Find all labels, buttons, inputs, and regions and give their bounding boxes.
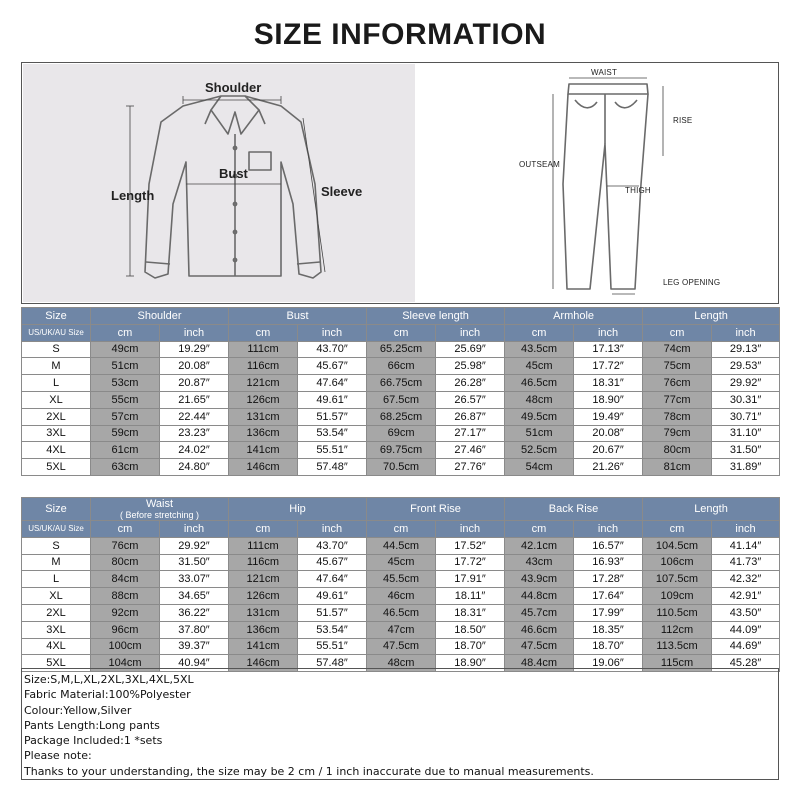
cm-cell: 136cm	[229, 621, 298, 638]
pants-diagram	[415, 64, 778, 302]
inch-cell: 20.08″	[160, 358, 229, 375]
cm-cell: 126cm	[229, 588, 298, 605]
cm-cell: 92cm	[91, 604, 160, 621]
note-pants-length: Pants Length:Long pants	[24, 718, 160, 732]
cm-cell: 43cm	[505, 554, 574, 571]
table-row	[22, 375, 780, 392]
cm-cell: 52.5cm	[505, 442, 574, 459]
cm-cell: 104.5cm	[643, 537, 712, 554]
table-row	[22, 442, 780, 459]
inch-cell: 45.67″	[298, 358, 367, 375]
cm-cell: 74cm	[643, 341, 712, 358]
table-row	[22, 459, 780, 476]
cm-cell: 48cm	[505, 391, 574, 408]
inch-cell: 55.51″	[298, 638, 367, 655]
unit-inch: inch	[712, 521, 780, 538]
size-cell: XL	[22, 588, 91, 605]
size-cell: XL	[22, 391, 91, 408]
table-row	[22, 554, 780, 571]
inch-cell: 42.91″	[712, 588, 780, 605]
waist-label: WAIST	[591, 68, 618, 77]
note-package: Package Included:1 *sets	[24, 734, 163, 748]
inch-cell: 25.98″	[436, 358, 505, 375]
cm-cell: 45cm	[505, 358, 574, 375]
inch-cell: 53.54″	[298, 621, 367, 638]
length-header: Length	[643, 498, 780, 521]
cm-cell: 46cm	[367, 588, 436, 605]
unit-cm: cm	[367, 521, 436, 538]
shoulder-label: Shoulder	[205, 80, 262, 95]
cm-cell: 43.9cm	[505, 571, 574, 588]
table-row	[22, 537, 780, 554]
top-table-body	[22, 341, 780, 475]
inch-cell: 43.70″	[298, 341, 367, 358]
unit-cm: cm	[229, 521, 298, 538]
cm-cell: 109cm	[643, 588, 712, 605]
unit-inch: inch	[574, 521, 643, 538]
rise-label: RISE	[673, 116, 693, 125]
inch-cell: 57.48″	[298, 459, 367, 476]
cm-cell: 78cm	[643, 408, 712, 425]
note-please-note: Please note:	[24, 749, 92, 763]
inch-cell: 18.11″	[436, 588, 505, 605]
cm-cell: 146cm	[229, 655, 298, 672]
cm-cell: 100cm	[91, 638, 160, 655]
inch-cell: 55.51″	[298, 442, 367, 459]
hip-header: Hip	[229, 498, 367, 521]
inch-cell: 42.32″	[712, 571, 780, 588]
inch-cell: 26.57″	[436, 391, 505, 408]
cm-cell: 44.8cm	[505, 588, 574, 605]
cm-cell: 70.5cm	[367, 459, 436, 476]
cm-cell: 47.5cm	[367, 638, 436, 655]
cm-cell: 121cm	[229, 375, 298, 392]
size-header: Size	[22, 498, 91, 521]
table-row	[22, 358, 780, 375]
cm-cell: 104cm	[91, 655, 160, 672]
inch-cell: 18.90″	[574, 391, 643, 408]
inch-cell: 20.67″	[574, 442, 643, 459]
inch-cell: 37.80″	[160, 621, 229, 638]
inch-cell: 27.17″	[436, 425, 505, 442]
size-cell: 5XL	[22, 459, 91, 476]
waist-header	[91, 498, 229, 521]
cm-cell: 80cm	[643, 442, 712, 459]
back-rise-header: Back Rise	[505, 498, 643, 521]
inch-cell: 17.99″	[574, 604, 643, 621]
inch-cell: 18.90″	[436, 655, 505, 672]
table-row	[22, 425, 780, 442]
unit-inch: inch	[298, 521, 367, 538]
product-notes	[21, 668, 779, 780]
cm-cell: 76cm	[91, 537, 160, 554]
cm-cell: 146cm	[229, 459, 298, 476]
shirt-illustration	[23, 64, 415, 302]
cm-cell: 42.1cm	[505, 537, 574, 554]
bottom-size-table	[21, 497, 780, 672]
cm-cell: 111cm	[229, 341, 298, 358]
inch-cell: 30.31″	[712, 391, 780, 408]
inch-cell: 33.07″	[160, 571, 229, 588]
cm-cell: 113.5cm	[643, 638, 712, 655]
inch-cell: 44.09″	[712, 621, 780, 638]
table-row	[22, 408, 780, 425]
inch-cell: 49.61″	[298, 391, 367, 408]
inch-cell: 17.91″	[436, 571, 505, 588]
inch-cell: 17.13″	[574, 341, 643, 358]
cm-cell: 121cm	[229, 571, 298, 588]
cm-cell: 107.5cm	[643, 571, 712, 588]
inch-cell: 51.57″	[298, 408, 367, 425]
cm-cell: 69cm	[367, 425, 436, 442]
size-cell: 5XL	[22, 655, 91, 672]
note-colour: Colour:Yellow,Silver	[24, 703, 132, 717]
sleeve-label: Sleeve	[321, 184, 363, 199]
inch-cell: 40.94″	[160, 655, 229, 672]
cm-cell: 141cm	[229, 442, 298, 459]
cm-cell: 49cm	[91, 341, 160, 358]
cm-cell: 47.5cm	[505, 638, 574, 655]
sleeve-length-header: Sleeve length	[367, 308, 505, 325]
length-header: Length	[643, 308, 780, 325]
inch-cell: 19.06″	[574, 655, 643, 672]
table-row	[22, 621, 780, 638]
inch-cell: 44.69″	[712, 638, 780, 655]
cm-cell: 45.5cm	[367, 571, 436, 588]
inch-cell: 23.23″	[160, 425, 229, 442]
inch-cell: 17.28″	[574, 571, 643, 588]
inch-cell: 18.31″	[436, 604, 505, 621]
armhole-header: Armhole	[505, 308, 643, 325]
cm-cell: 63cm	[91, 459, 160, 476]
size-cell: 4XL	[22, 442, 91, 459]
unit-cm: cm	[91, 521, 160, 538]
cm-cell: 131cm	[229, 604, 298, 621]
inch-cell: 57.48″	[298, 655, 367, 672]
inch-cell: 51.57″	[298, 604, 367, 621]
size-cell: 2XL	[22, 408, 91, 425]
cm-cell: 48.4cm	[505, 655, 574, 672]
cm-cell: 106cm	[643, 554, 712, 571]
shoulder-header: Shoulder	[91, 308, 229, 325]
inch-cell: 27.46″	[436, 442, 505, 459]
inch-cell: 36.22″	[160, 604, 229, 621]
cm-cell: 53cm	[91, 375, 160, 392]
unit-row	[22, 324, 780, 341]
cm-cell: 81cm	[643, 459, 712, 476]
unit-inch: inch	[160, 324, 229, 341]
inch-cell: 41.14″	[712, 537, 780, 554]
inch-cell: 31.10″	[712, 425, 780, 442]
inch-cell: 31.50″	[712, 442, 780, 459]
inch-cell: 47.64″	[298, 571, 367, 588]
front-rise-header: Front Rise	[367, 498, 505, 521]
cm-cell: 65.25cm	[367, 341, 436, 358]
cm-cell: 54cm	[505, 459, 574, 476]
cm-cell: 88cm	[91, 588, 160, 605]
inch-cell: 18.35″	[574, 621, 643, 638]
table-row	[22, 638, 780, 655]
pants-illustration	[415, 64, 778, 302]
inch-cell: 17.72″	[574, 358, 643, 375]
cm-cell: 77cm	[643, 391, 712, 408]
unit-inch: inch	[574, 324, 643, 341]
inch-cell: 31.50″	[160, 554, 229, 571]
table-row	[22, 391, 780, 408]
inch-cell: 45.67″	[298, 554, 367, 571]
note-fabric: Fabric Material:100%Polyester	[24, 688, 191, 702]
bottom-table-body	[22, 537, 780, 671]
cm-cell: 84cm	[91, 571, 160, 588]
inch-cell: 17.64″	[574, 588, 643, 605]
cm-cell: 59cm	[91, 425, 160, 442]
cm-cell: 57cm	[91, 408, 160, 425]
size-header: Size	[22, 308, 91, 325]
table-row	[22, 604, 780, 621]
inch-cell: 19.49″	[574, 408, 643, 425]
inch-cell: 22.44″	[160, 408, 229, 425]
inch-cell: 17.72″	[436, 554, 505, 571]
bust-header: Bust	[229, 308, 367, 325]
cm-cell: 126cm	[229, 391, 298, 408]
cm-cell: 66.75cm	[367, 375, 436, 392]
cm-cell: 68.25cm	[367, 408, 436, 425]
inch-cell: 49.61″	[298, 588, 367, 605]
table-row	[22, 588, 780, 605]
cm-cell: 48cm	[367, 655, 436, 672]
unit-cm: cm	[505, 521, 574, 538]
cm-cell: 136cm	[229, 425, 298, 442]
inch-cell: 17.52″	[436, 537, 505, 554]
unit-inch: inch	[712, 324, 780, 341]
cm-cell: 141cm	[229, 638, 298, 655]
unit-cm: cm	[505, 324, 574, 341]
waist-header-label: Waist	[145, 498, 174, 510]
cm-cell: 131cm	[229, 408, 298, 425]
cm-cell: 75cm	[643, 358, 712, 375]
cm-cell: 46.5cm	[367, 604, 436, 621]
length-label: Length	[111, 188, 155, 203]
cm-cell: 51cm	[91, 358, 160, 375]
inch-cell: 21.65″	[160, 391, 229, 408]
cm-cell: 44.5cm	[367, 537, 436, 554]
size-region-header: US/UK/AU Size	[22, 324, 91, 341]
inch-cell: 19.29″	[160, 341, 229, 358]
cm-cell: 79cm	[643, 425, 712, 442]
inch-cell: 26.87″	[436, 408, 505, 425]
unit-inch: inch	[298, 324, 367, 341]
inch-cell: 20.87″	[160, 375, 229, 392]
size-diagram	[21, 62, 779, 304]
inch-cell: 29.13″	[712, 341, 780, 358]
cm-cell: 43.5cm	[505, 341, 574, 358]
inch-cell: 43.50″	[712, 604, 780, 621]
cm-cell: 116cm	[229, 358, 298, 375]
table-row	[22, 341, 780, 358]
cm-cell: 96cm	[91, 621, 160, 638]
unit-inch: inch	[436, 324, 505, 341]
cm-cell: 45.7cm	[505, 604, 574, 621]
inch-cell: 18.70″	[436, 638, 505, 655]
top-size-table	[21, 307, 780, 476]
inch-cell: 24.80″	[160, 459, 229, 476]
size-cell: M	[22, 358, 91, 375]
size-cell: 3XL	[22, 425, 91, 442]
leg-opening-label: LEG OPENING	[663, 278, 721, 287]
inch-cell: 30.71″	[712, 408, 780, 425]
unit-row	[22, 521, 780, 538]
inch-cell: 41.73″	[712, 554, 780, 571]
unit-cm: cm	[91, 324, 160, 341]
inch-cell: 20.08″	[574, 425, 643, 442]
inch-cell: 47.64″	[298, 375, 367, 392]
inch-cell: 18.50″	[436, 621, 505, 638]
size-cell: M	[22, 554, 91, 571]
inch-cell: 16.57″	[574, 537, 643, 554]
cm-cell: 111cm	[229, 537, 298, 554]
cm-cell: 45cm	[367, 554, 436, 571]
page-title: SIZE INFORMATION	[253, 18, 547, 51]
inch-cell: 25.69″	[436, 341, 505, 358]
inch-cell: 18.70″	[574, 638, 643, 655]
cm-cell: 61cm	[91, 442, 160, 459]
cm-cell: 49.5cm	[505, 408, 574, 425]
inch-cell: 24.02″	[160, 442, 229, 459]
size-cell: S	[22, 341, 91, 358]
inch-cell: 29.92″	[160, 537, 229, 554]
bust-label: Bust	[219, 166, 248, 181]
table-row	[22, 571, 780, 588]
cm-cell: 115cm	[643, 655, 712, 672]
note-sizes: Size:S,M,L,XL,2XL,3XL,4XL,5XL	[24, 673, 194, 686]
inch-cell: 29.53″	[712, 358, 780, 375]
inch-cell: 26.28″	[436, 375, 505, 392]
size-region-header: US/UK/AU Size	[22, 521, 91, 538]
shirt-diagram	[23, 64, 415, 302]
inch-cell: 43.70″	[298, 537, 367, 554]
unit-inch: inch	[160, 521, 229, 538]
note-accuracy: Thanks to your understanding, the size may be 2 cm / 1 inch inaccurate due to manual measurements.	[24, 764, 594, 778]
inch-cell: 39.37″	[160, 638, 229, 655]
cm-cell: 51cm	[505, 425, 574, 442]
inch-cell: 16.93″	[574, 554, 643, 571]
thigh-label: THIGH	[625, 186, 651, 195]
waist-header-sub: ( Before stretching )	[119, 510, 200, 520]
inch-cell: 53.54″	[298, 425, 367, 442]
inch-cell: 27.76″	[436, 459, 505, 476]
size-cell: 4XL	[22, 638, 91, 655]
inch-cell: 31.89″	[712, 459, 780, 476]
unit-cm: cm	[643, 521, 712, 538]
inch-cell: 18.31″	[574, 375, 643, 392]
unit-cm: cm	[229, 324, 298, 341]
cm-cell: 110.5cm	[643, 604, 712, 621]
cm-cell: 55cm	[91, 391, 160, 408]
unit-cm: cm	[367, 324, 436, 341]
size-cell: 2XL	[22, 604, 91, 621]
cm-cell: 67.5cm	[367, 391, 436, 408]
inch-cell: 45.28″	[712, 655, 780, 672]
size-cell: L	[22, 571, 91, 588]
cm-cell: 69.75cm	[367, 442, 436, 459]
cm-cell: 76cm	[643, 375, 712, 392]
cm-cell: 80cm	[91, 554, 160, 571]
cm-cell: 46.6cm	[505, 621, 574, 638]
inch-cell: 21.26″	[574, 459, 643, 476]
size-cell: L	[22, 375, 91, 392]
unit-inch: inch	[436, 521, 505, 538]
inch-cell: 29.92″	[712, 375, 780, 392]
outseam-label: OUTSEAM	[519, 160, 560, 169]
cm-cell: 112cm	[643, 621, 712, 638]
cm-cell: 47cm	[367, 621, 436, 638]
unit-cm: cm	[643, 324, 712, 341]
size-cell: S	[22, 537, 91, 554]
cm-cell: 66cm	[367, 358, 436, 375]
cm-cell: 116cm	[229, 554, 298, 571]
inch-cell: 34.65″	[160, 588, 229, 605]
size-cell: 3XL	[22, 621, 91, 638]
cm-cell: 46.5cm	[505, 375, 574, 392]
